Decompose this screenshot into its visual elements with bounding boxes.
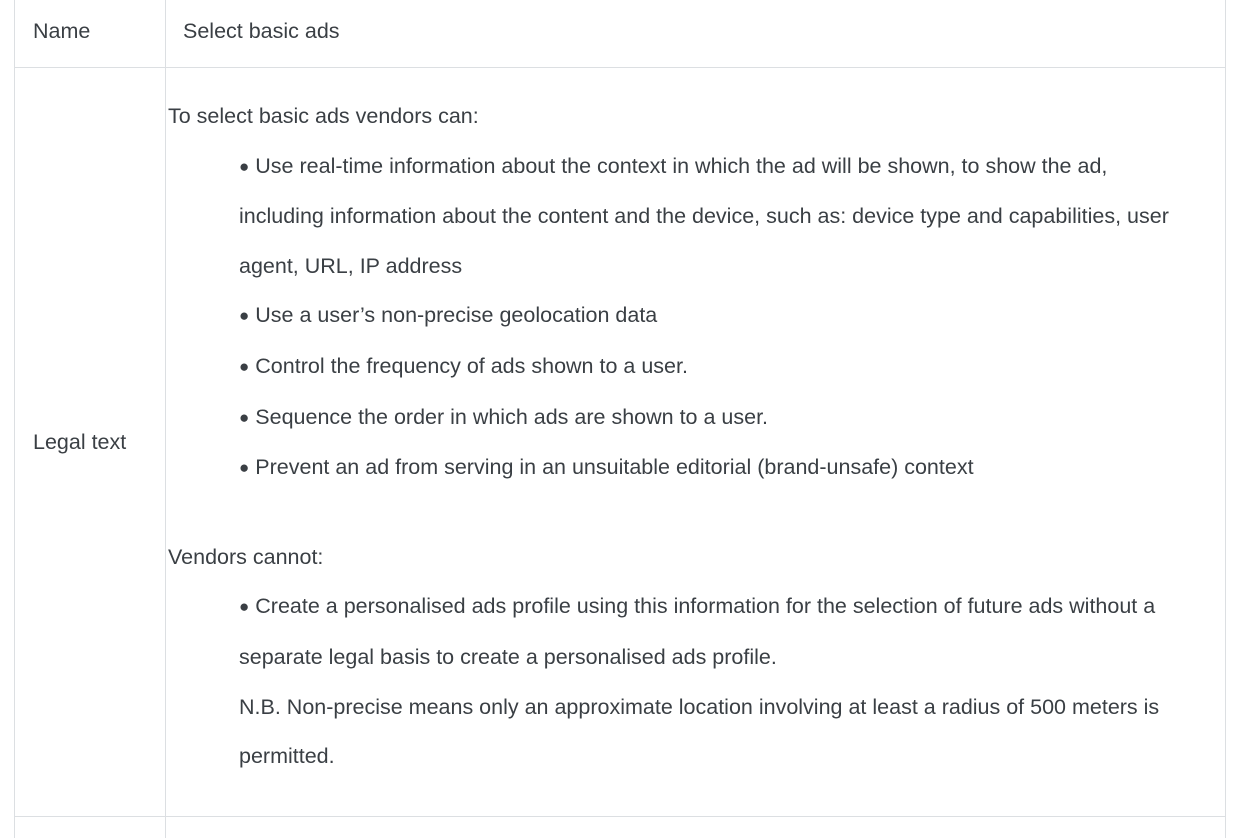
row-divider — [15, 816, 1225, 817]
row-divider — [15, 67, 1225, 68]
name-label: Name — [33, 19, 91, 43]
legal-intro: To select basic ads vendors can: — [168, 104, 479, 128]
list-item: ● Prevent an ad from serving in an unsuitable editorial (brand-unsafe) context — [239, 455, 974, 480]
bullet-icon: ● — [239, 597, 250, 617]
bullet-icon: ● — [239, 156, 250, 176]
column-divider — [165, 0, 166, 838]
list-item: ● Sequence the order in which ads are shown to a user. — [239, 404, 769, 429]
vendors-can-list — [168, 142, 1198, 494]
name-value: Select basic ads — [183, 19, 340, 43]
vendors-cannot-list — [168, 582, 1198, 682]
bullet-icon: ● — [239, 458, 250, 478]
list-item: ● Use real-time information about the context in which the ad will be shown, to show the ad, including information about the content and the device, such as: device type and capabilities, user agent, URL, IP address — [239, 153, 1169, 278]
bullet-icon: ● — [239, 306, 250, 326]
spacer — [168, 494, 1198, 533]
legal-note: N.B. Non-precise means only an approximate location involving at least a radius of 500 meters is permitted. — [239, 694, 1160, 769]
list-item: ● Create a personalised ads profile using this information for the selection of future ads without a separate legal basis to create a personalised ads profile. — [239, 594, 1156, 669]
vendors-cannot-intro: Vendors cannot: — [168, 544, 324, 569]
list-item: ● Use a user’s non-precise geolocation data — [239, 303, 658, 328]
legal-text-label: Legal text — [33, 430, 127, 454]
bullet-icon: ● — [239, 356, 250, 376]
list-item: ● Control the frequency of ads shown to a user. — [239, 353, 688, 378]
bullet-icon: ● — [239, 407, 250, 427]
legal-text-content — [168, 92, 1198, 782]
